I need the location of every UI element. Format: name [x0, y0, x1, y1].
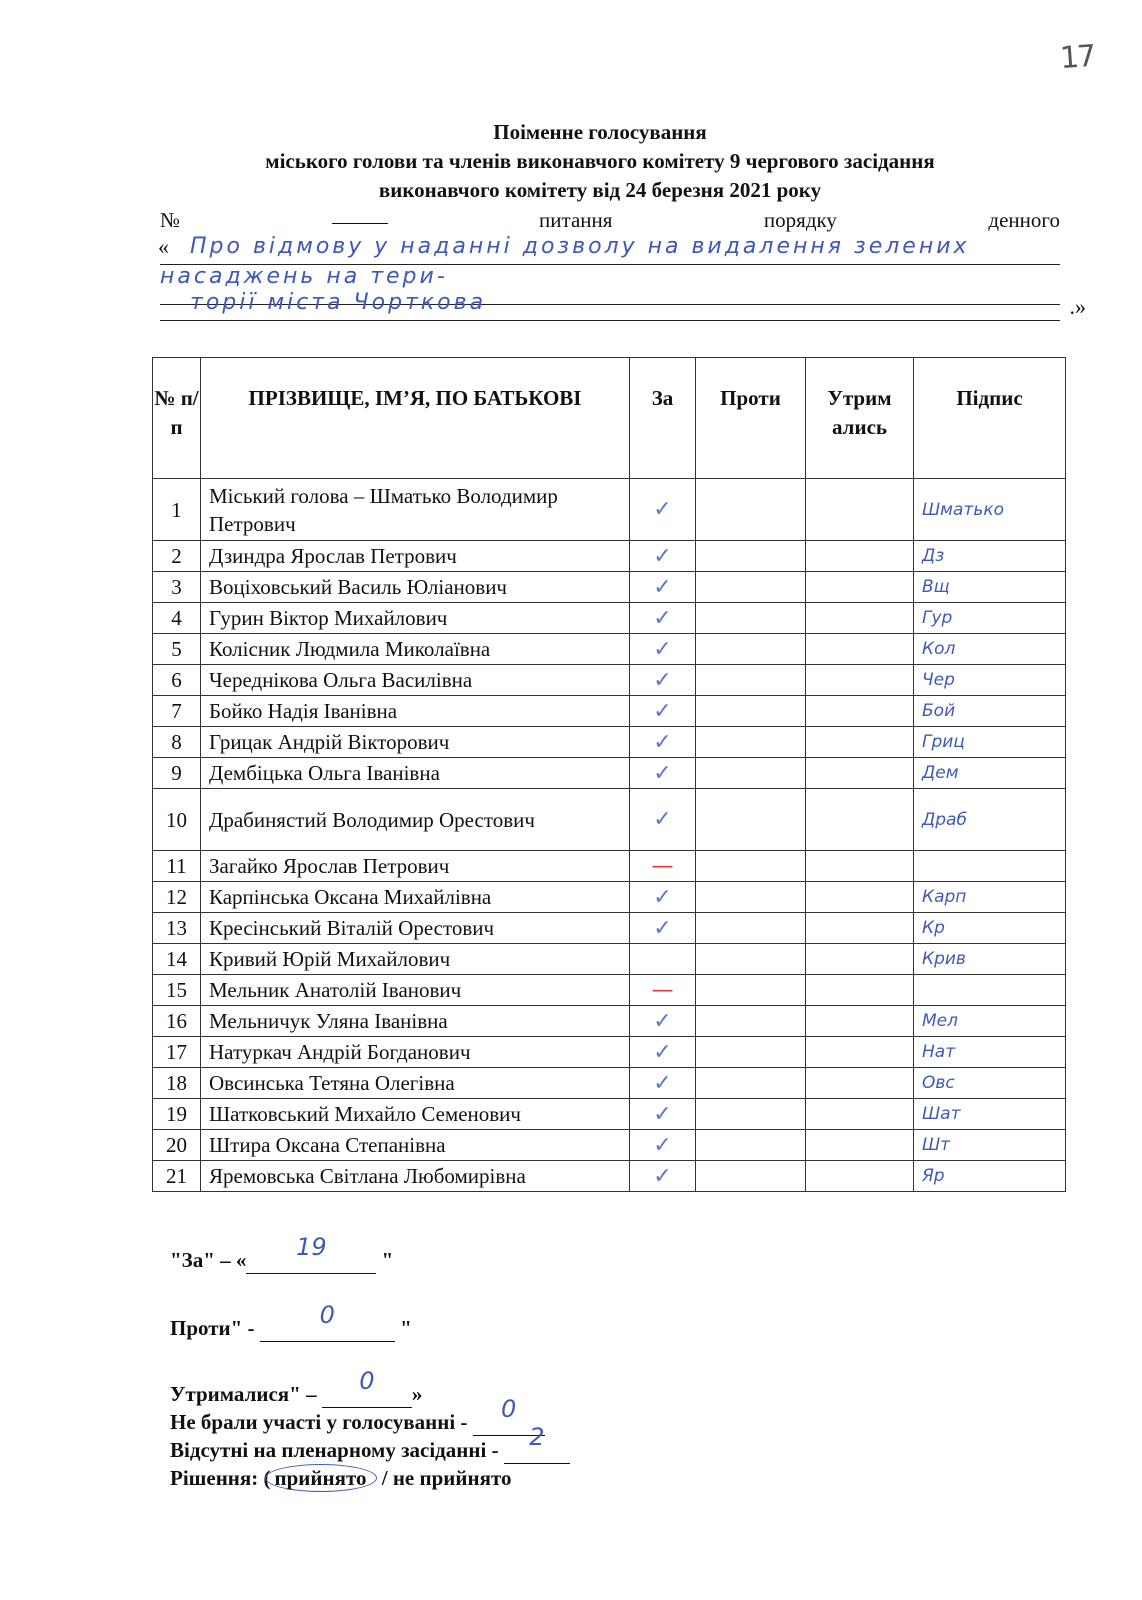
summary-for: "За" – « 19 " — [170, 1233, 394, 1272]
agenda-number-blank — [332, 207, 388, 224]
table-row: 19 Шатковський Михайло Семенович ✓ Шат — [153, 1099, 1066, 1130]
against-count: 0 — [319, 1301, 335, 1329]
signature: Нат — [914, 1037, 1066, 1068]
page-number: 17 — [1058, 38, 1096, 77]
signature: Гриц — [914, 727, 1066, 758]
not-voted-count: 0 — [501, 1395, 517, 1423]
header-name: ПРІЗВИЩЕ, ІМ’Я, ПО БАТЬКОВІ — [201, 358, 630, 479]
decision-adopted: прийнято — [265, 1464, 377, 1492]
signature: Шматько — [914, 479, 1066, 541]
signature: Карп — [914, 882, 1066, 913]
table-header-row — [153, 358, 1066, 479]
table-row: 9 Дембіцька Ольга Іванівна ✓ Дем — [153, 758, 1066, 789]
table-row: 8 Грицак Андрій Вікторович ✓ Гриц — [153, 727, 1066, 758]
signature: Вщ — [914, 572, 1066, 603]
table-row: 12 Карпінська Оксана Михайлівна ✓ Карп — [153, 882, 1066, 913]
roll-call-table — [152, 357, 1066, 1192]
signature: Драб — [914, 789, 1066, 851]
signature: Дем — [914, 758, 1066, 789]
header-num: № п/п — [153, 358, 201, 479]
table-row: 13 Кресінський Віталій Орестович ✓ Кр — [153, 913, 1066, 944]
summary-abstain: Утрималися" – 0 » — [170, 1367, 423, 1406]
table-row: 4 Гурин Віктор Михайлович ✓ Гур — [153, 603, 1066, 634]
table-row: 3 Воціховський Василь Юліанович ✓ Вщ — [153, 572, 1066, 603]
signature: Кр — [914, 913, 1066, 944]
table-row: 18 Овсинська Тетяна Олегівна ✓ Овс — [153, 1068, 1066, 1099]
signature: Чер — [914, 665, 1066, 696]
signature — [914, 851, 1066, 882]
signature: Шт — [914, 1130, 1066, 1161]
header-signature: Підпис — [914, 358, 1066, 479]
table-row: 7 Бойко Надія Іванівна ✓ Бой — [153, 696, 1066, 727]
agenda-handwritten-text-2: торії міста Чорткова — [190, 290, 487, 315]
title-line-1: Поіменне голосування — [493, 120, 707, 144]
table-row: 14 Кривий Юрій Михайлович Крив — [153, 944, 1066, 975]
signature — [914, 975, 1066, 1006]
agenda-line — [160, 207, 1060, 233]
summary-not-voted: Не брали участі у голосуванні - 0 — [170, 1408, 545, 1436]
table-row: 2 Дзиндра Ярослав Петрович ✓ Дз — [153, 541, 1066, 572]
table-row: 10 Драбинястий Володимир Орестович ✓ Драб — [153, 789, 1066, 851]
summary-against: Проти" - 0 " — [170, 1301, 412, 1340]
header-abstain: Утрим ались — [806, 358, 914, 479]
table-row: 6 Череднікова Ольга Василівна ✓ Чер — [153, 665, 1066, 696]
agenda-word-day: денного — [988, 208, 1060, 232]
summary-decision: Рішення: ( прийнято / не прийнято — [170, 1466, 512, 1490]
signature: Яр — [914, 1161, 1066, 1192]
abstain-count: 0 — [359, 1367, 375, 1395]
table-row: 16 Мельничук Уляна Іванівна ✓ Мел — [153, 1006, 1066, 1037]
title-line-3: виконавчого комітету від 24 березня 2021 року — [378, 178, 822, 202]
document-title — [0, 118, 1142, 205]
signature: Мел — [914, 1006, 1066, 1037]
signature: Бой — [914, 696, 1066, 727]
agenda-handwritten-line-1: « Про відмову у наданні дозволу на видалення зелених насаджень на тери- — [160, 232, 1060, 265]
title-line-2: міського голови та членів виконавчого комітету 9 чергового засідання — [265, 149, 935, 173]
signature: Овс — [914, 1068, 1066, 1099]
absent-count: 2 — [529, 1423, 545, 1451]
signature: Гур — [914, 603, 1066, 634]
table-row: 1 Міський голова – Шматько Володимир Петрович ✓ Шматько — [153, 479, 1066, 541]
table-row: 20 Штира Оксана Степанівна ✓ Шт — [153, 1130, 1066, 1161]
signature: Шат — [914, 1099, 1066, 1130]
agenda-handwritten-line-3: торії міста Чорткова .» — [160, 288, 1060, 321]
table-row: 17 Натуркач Андрій Богданович ✓ Нат — [153, 1037, 1066, 1068]
signature: Крив — [914, 944, 1066, 975]
table-row: 11 Загайко Ярослав Петрович — — [153, 851, 1066, 882]
table-row: 15 Мельник Анатолій Іванович — — [153, 975, 1066, 1006]
header-against: Проти — [696, 358, 806, 479]
summary-absent: Відсутні на пленарному засіданні - 2 — [170, 1436, 570, 1464]
agenda-number-sign: № — [160, 208, 181, 232]
table-row: 5 Колісник Людмила Миколаївна ✓ Кол — [153, 634, 1066, 665]
agenda-handwritten-text-1: Про відмову у наданні дозволу на видалення зелених насаджень на тери- — [160, 234, 970, 289]
agenda-word-question: питання — [539, 208, 613, 232]
agenda-word-order: порядку — [763, 208, 837, 232]
table-row: 21 Яремовська Світлана Любомирівна ✓ Яр — [153, 1161, 1066, 1192]
for-count: 19 — [296, 1233, 327, 1261]
signature: Кол — [914, 634, 1066, 665]
signature: Дз — [914, 541, 1066, 572]
header-for: За — [630, 358, 696, 479]
